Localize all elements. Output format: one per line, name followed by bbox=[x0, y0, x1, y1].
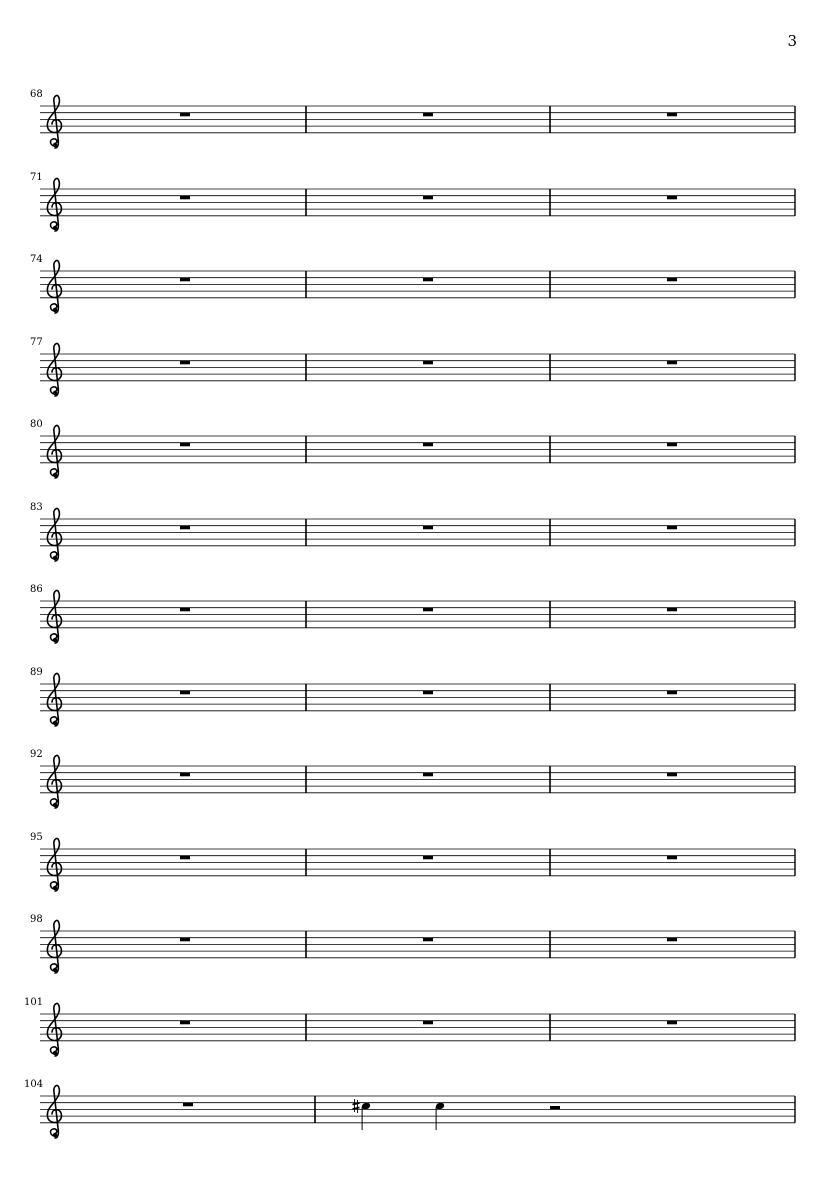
staff bbox=[40, 997, 800, 1057]
whole-rest-icon bbox=[667, 360, 677, 364]
sharp-icon bbox=[353, 1099, 360, 1113]
staff bbox=[40, 914, 800, 974]
measure-number: 83 bbox=[30, 501, 43, 513]
whole-rest-icon bbox=[423, 525, 433, 529]
whole-rest-icon bbox=[667, 195, 677, 199]
measure-number: 68 bbox=[30, 89, 43, 100]
treble-clef-icon bbox=[47, 920, 61, 973]
staff-system bbox=[0, 419, 835, 479]
whole-rest-icon bbox=[423, 195, 433, 199]
treble-clef-icon bbox=[47, 590, 61, 643]
whole-rest-icon bbox=[180, 278, 190, 282]
staff-system bbox=[0, 667, 835, 727]
staff-system bbox=[0, 89, 835, 149]
staff bbox=[40, 419, 800, 479]
whole-rest-icon bbox=[667, 113, 677, 117]
treble-clef-icon bbox=[47, 1003, 61, 1056]
treble-clef-icon bbox=[47, 755, 61, 808]
measure-number: 89 bbox=[30, 666, 43, 678]
measure-number: 92 bbox=[30, 749, 43, 760]
treble-clef-icon bbox=[47, 1085, 61, 1138]
whole-rest-icon bbox=[183, 1103, 193, 1107]
staff bbox=[40, 749, 800, 809]
whole-rest-icon bbox=[423, 360, 433, 364]
whole-rest-icon bbox=[180, 113, 190, 117]
staff-system bbox=[0, 502, 835, 562]
half-rest-icon bbox=[550, 1106, 560, 1110]
measure-number: 101 bbox=[24, 996, 44, 1008]
measure-number: 98 bbox=[30, 914, 43, 925]
staff-system bbox=[0, 1079, 835, 1139]
whole-rest-icon bbox=[180, 525, 190, 529]
treble-clef-icon bbox=[47, 178, 61, 231]
whole-rest-icon bbox=[423, 855, 433, 859]
treble-clef-icon bbox=[47, 425, 61, 478]
staff bbox=[40, 172, 800, 232]
whole-rest-icon bbox=[667, 525, 677, 529]
whole-rest-icon bbox=[423, 938, 433, 942]
whole-rest-icon bbox=[180, 195, 190, 199]
staff-system bbox=[0, 832, 835, 892]
page-number: 3 bbox=[787, 32, 797, 50]
measure-number: 71 bbox=[30, 171, 43, 183]
whole-rest-icon bbox=[180, 690, 190, 694]
whole-rest-icon bbox=[423, 113, 433, 117]
measure-number: 80 bbox=[30, 419, 43, 430]
staff bbox=[40, 584, 800, 644]
whole-rest-icon bbox=[423, 690, 433, 694]
whole-rest-icon bbox=[423, 1020, 433, 1024]
whole-rest-icon bbox=[667, 690, 677, 694]
measure-number: 86 bbox=[30, 584, 43, 595]
whole-rest-icon bbox=[423, 608, 433, 612]
staff bbox=[40, 337, 800, 397]
whole-rest-icon bbox=[423, 278, 433, 282]
staff-system bbox=[0, 997, 835, 1057]
whole-rest-icon bbox=[180, 360, 190, 364]
measure-number: 95 bbox=[30, 831, 43, 843]
whole-rest-icon bbox=[180, 855, 190, 859]
whole-rest-icon bbox=[667, 1020, 677, 1024]
staff-system bbox=[0, 749, 835, 809]
staff bbox=[40, 1079, 800, 1139]
staff-system bbox=[0, 254, 835, 314]
measure-number: 104 bbox=[24, 1079, 44, 1090]
treble-clef-icon bbox=[47, 838, 61, 891]
staff bbox=[40, 254, 800, 314]
treble-clef-icon bbox=[47, 95, 61, 148]
staff bbox=[40, 502, 800, 562]
staff bbox=[40, 667, 800, 727]
whole-rest-icon bbox=[667, 938, 677, 942]
staff bbox=[40, 89, 800, 149]
measure-number: 77 bbox=[30, 336, 43, 348]
whole-rest-icon bbox=[180, 1020, 190, 1024]
whole-rest-icon bbox=[180, 938, 190, 942]
staff-system bbox=[0, 172, 835, 232]
staff bbox=[40, 832, 800, 892]
staff-system bbox=[0, 914, 835, 974]
whole-rest-icon bbox=[180, 773, 190, 777]
whole-rest-icon bbox=[180, 443, 190, 447]
whole-rest-icon bbox=[667, 855, 677, 859]
treble-clef-icon bbox=[47, 673, 61, 726]
whole-rest-icon bbox=[667, 278, 677, 282]
whole-rest-icon bbox=[667, 773, 677, 777]
whole-rest-icon bbox=[667, 443, 677, 447]
whole-rest-icon bbox=[423, 773, 433, 777]
whole-rest-icon bbox=[180, 608, 190, 612]
measure-number: 74 bbox=[30, 254, 43, 265]
staff-system bbox=[0, 337, 835, 397]
whole-rest-icon bbox=[423, 443, 433, 447]
staff-system bbox=[0, 584, 835, 644]
treble-clef-icon bbox=[47, 260, 61, 313]
treble-clef-icon bbox=[47, 343, 61, 396]
treble-clef-icon bbox=[47, 508, 61, 561]
whole-rest-icon bbox=[667, 608, 677, 612]
